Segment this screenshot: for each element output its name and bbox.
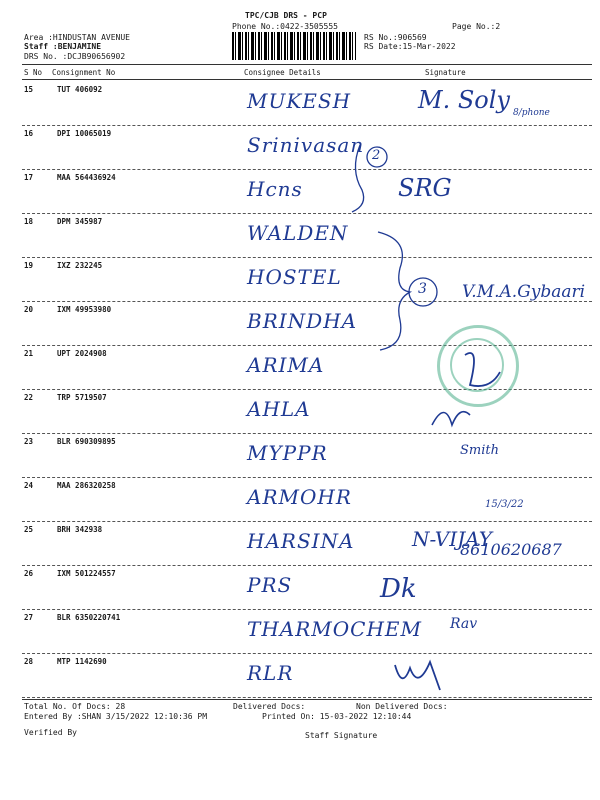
signature-17: SRG	[398, 174, 452, 202]
row-consignee-name: Hcns	[247, 177, 303, 201]
signature-15-note: 8/phone	[513, 108, 550, 118]
col-consignee: Consignee Details	[244, 68, 321, 77]
row-consignee-name: Srinivasan	[247, 133, 365, 157]
staff-signature-label: Staff Signature	[305, 731, 378, 740]
row-consignee-name: WALDEN	[247, 221, 349, 245]
circled-number-3: 3	[418, 281, 427, 297]
row-serial-number: 28	[24, 657, 34, 666]
row-serial-number: 16	[24, 129, 34, 138]
col-sno: S No	[24, 68, 43, 77]
row-consignee-name: PRS	[247, 573, 293, 597]
printed-on: Printed On: 15-03-2022 12:10:44	[262, 712, 412, 721]
row-consignee-name: HARSINA	[247, 529, 355, 553]
row-serial-number: 22	[24, 393, 34, 402]
row-consignment-number: BLR 690309895	[57, 437, 116, 446]
row-consignee-name: BRINDHA	[247, 309, 358, 333]
row-serial-number: 27	[24, 613, 34, 622]
row-serial-number: 21	[24, 349, 34, 358]
signature-28-scribble	[395, 662, 440, 690]
row-consignee-name: RLR	[247, 661, 294, 685]
signature-24-date: 15/3/22	[485, 499, 524, 510]
row-consignee-name: MUKESH	[247, 89, 352, 113]
rs-date: RS Date:15-Mar-2022	[364, 42, 456, 51]
total-docs: Total No. Of Docs: 28	[24, 702, 126, 711]
row-consignment-number: TUT 406092	[57, 85, 103, 94]
non-delivered-docs: Non Delivered Docs:	[356, 702, 448, 711]
signature-26: Dk	[380, 574, 417, 604]
row-serial-number: 17	[24, 173, 34, 182]
signature-25-name: N-VIJAY	[412, 527, 492, 551]
row-serial-number: 24	[24, 481, 34, 490]
row-consignment-number: UPT 2024908	[57, 349, 107, 358]
row-consignment-number: BLR 6350220741	[57, 613, 121, 622]
row-consignee-name: THARMOCHEM	[247, 617, 422, 641]
signature-23: Smith	[460, 443, 499, 458]
row-consignment-number: TRP 5719507	[57, 393, 107, 402]
drs-number: DRS No. :DCJB90656902	[24, 52, 126, 61]
signature-15: M. Soly	[418, 86, 510, 114]
row-consignment-number: IXZ 232245	[57, 261, 103, 270]
bracket-mark-18-20	[378, 232, 410, 350]
page-number: Page No.:2	[452, 22, 501, 31]
rs-number: RS No.:906569	[364, 33, 427, 42]
col-consignment: Consignment No	[52, 68, 116, 77]
row-consignment-number: MAA 564436924	[57, 173, 116, 182]
circle-mark-2	[367, 147, 387, 167]
delivered-docs: Delivered Docs:	[233, 702, 306, 711]
area-label: Area :HINDUSTAN AVENUE	[24, 33, 130, 42]
signature-22-scribble	[432, 412, 470, 425]
row-consignee-name: MYPPR	[247, 441, 328, 465]
row-consignment-number: MTP 1142690	[57, 657, 107, 666]
signature-27: Rav	[450, 616, 478, 632]
footer-divider	[22, 699, 592, 700]
row-serial-number: 20	[24, 305, 34, 314]
entered-by: Entered By :SHAN 3/15/2022 12:10:36 PM	[24, 712, 208, 721]
staff-label: Staff :BENJAMINE	[24, 42, 102, 51]
row-serial-number: 15	[24, 85, 34, 94]
col-signature: Signature	[425, 68, 466, 77]
row-consignment-number: IXM 501224557	[57, 569, 116, 578]
row-serial-number: 19	[24, 261, 34, 270]
row-consignment-number: BRH 342938	[57, 525, 103, 534]
verified-by: Verified By	[24, 728, 77, 737]
signature-25-phone: 8610620687	[460, 540, 562, 559]
row-serial-number: 26	[24, 569, 34, 578]
signature-21-scribble	[465, 353, 500, 386]
row-consignee-name: ARIMA	[247, 353, 325, 377]
row-consignment-number: DPI 10065019	[57, 129, 112, 138]
row-serial-number: 25	[24, 525, 34, 534]
row-serial-number: 23	[24, 437, 34, 446]
bracket-mark-17	[352, 145, 364, 212]
row-consignment-number: DPM 345987	[57, 217, 103, 226]
row-consignee-name: HOSTEL	[247, 265, 342, 289]
signature-19: V.M.A.Gybaari	[462, 282, 586, 302]
row-serial-number: 18	[24, 217, 34, 226]
circle-mark-3	[409, 278, 437, 306]
row-consignment-number: MAA 286320258	[57, 481, 116, 490]
circled-number-2: 2	[372, 148, 381, 163]
row-consignment-number: IXM 49953980	[57, 305, 112, 314]
phone-number: Phone No.:0422-3505555	[232, 22, 338, 31]
document-title: TPC/CJB DRS - PCP	[245, 11, 327, 20]
row-consignee-name: ARMOHR	[247, 485, 352, 509]
row-consignee-name: AHLA	[247, 397, 311, 421]
